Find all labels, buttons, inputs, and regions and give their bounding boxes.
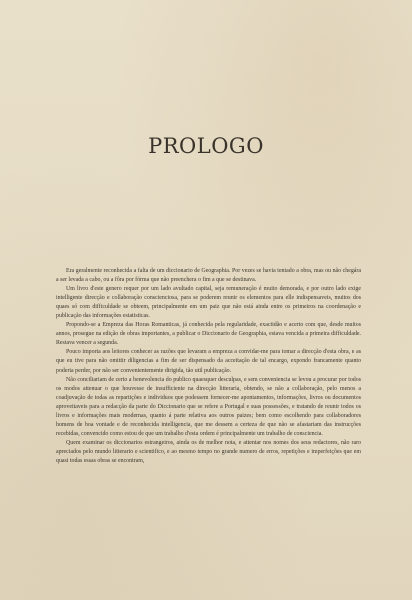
paragraph: Propondo-se a Empreza das Horas Romanticas, já conhecida pela regularidade, exactidão e acerto com que, desde muitos annos, prosegue na edição de obras importantes, a publicar o Diccionario de Geographia, estava vencida a primeira difficuldade. Restava vencer a segunda. bbox=[56, 322, 361, 347]
page-title: PROLOGO bbox=[148, 134, 264, 158]
paragraph: Um livro d'este genero requer por um lado avultado capital, seja remuneração é muito demorada, e por outro lado exige intelligente direcção e collaboração conscienciosa, para se poderem reunir os elementos para elle indispensaveis, muitos dos quaes só com difficuldade se obteem, principalmente em um paiz que não está ainda entre os primeiros na coordenação e publicação das informações estatisticas. bbox=[56, 286, 361, 320]
paragraph: Era geralmente reconhecida a falta de um diccionario de Geographia. Por vezes se havia tentado a obra, mas ou não chegára a ser levada a cabo, ou a fôra por fórma que não preenchera o fim a que se destinava. bbox=[56, 268, 361, 284]
paragraph: Pouco importa aos leitores conhecer as razões que levaram a empreza a convidar-me para tomar a direcção d'esta obra, e as que eu tive para não omittir diligencias a fim de ser dispensado da acceitação de tal encargo, expondo francamente quanto poderia perder, por não ser convenientemente dirigida, tão util publicação. bbox=[56, 349, 361, 374]
body-text bbox=[56, 267, 361, 466]
paragraph: Quem examinar os diccionarios estrangeiros, ainda os de melhor nota, e attentar nos nomes dos seus redactores, não raro apreciados pelo mundo litterario e scientifico, e ao mesmo tempo no grande numero de erros, repetições e imperfeições que em quasi todas essas obras se encontram, bbox=[56, 439, 361, 464]
paragraph: Não conciliariam de certo a benevolencia do publico quaesquer desculpas, e sem conveniencia se levou a procurar por todos os modos attenuar o que houvesse de insufficiente na direcção litteraria, obtendo, se não a collaboração, pelo menos a coadjuvação de todas as repartições e individuos que podessem fornecer-me apontamentos, informações, livros ou documentos aproveitaveis para a redacção da parte do Diccionario que se refere a Portugal e suas possessões, e tratando de reunir todos os livros e informações mais modernas, quanto á parte relativa aos outros paizes; bem como escolhendo para collaboradores homens de boa vontade e de reconhecida intelligencia, que me dessem a certeza de que não se afastariam das instrucções recebidas, convencido como estou de que um trabalho d'esta ordem é principalmente um trabalho de consciencia. bbox=[56, 376, 361, 437]
